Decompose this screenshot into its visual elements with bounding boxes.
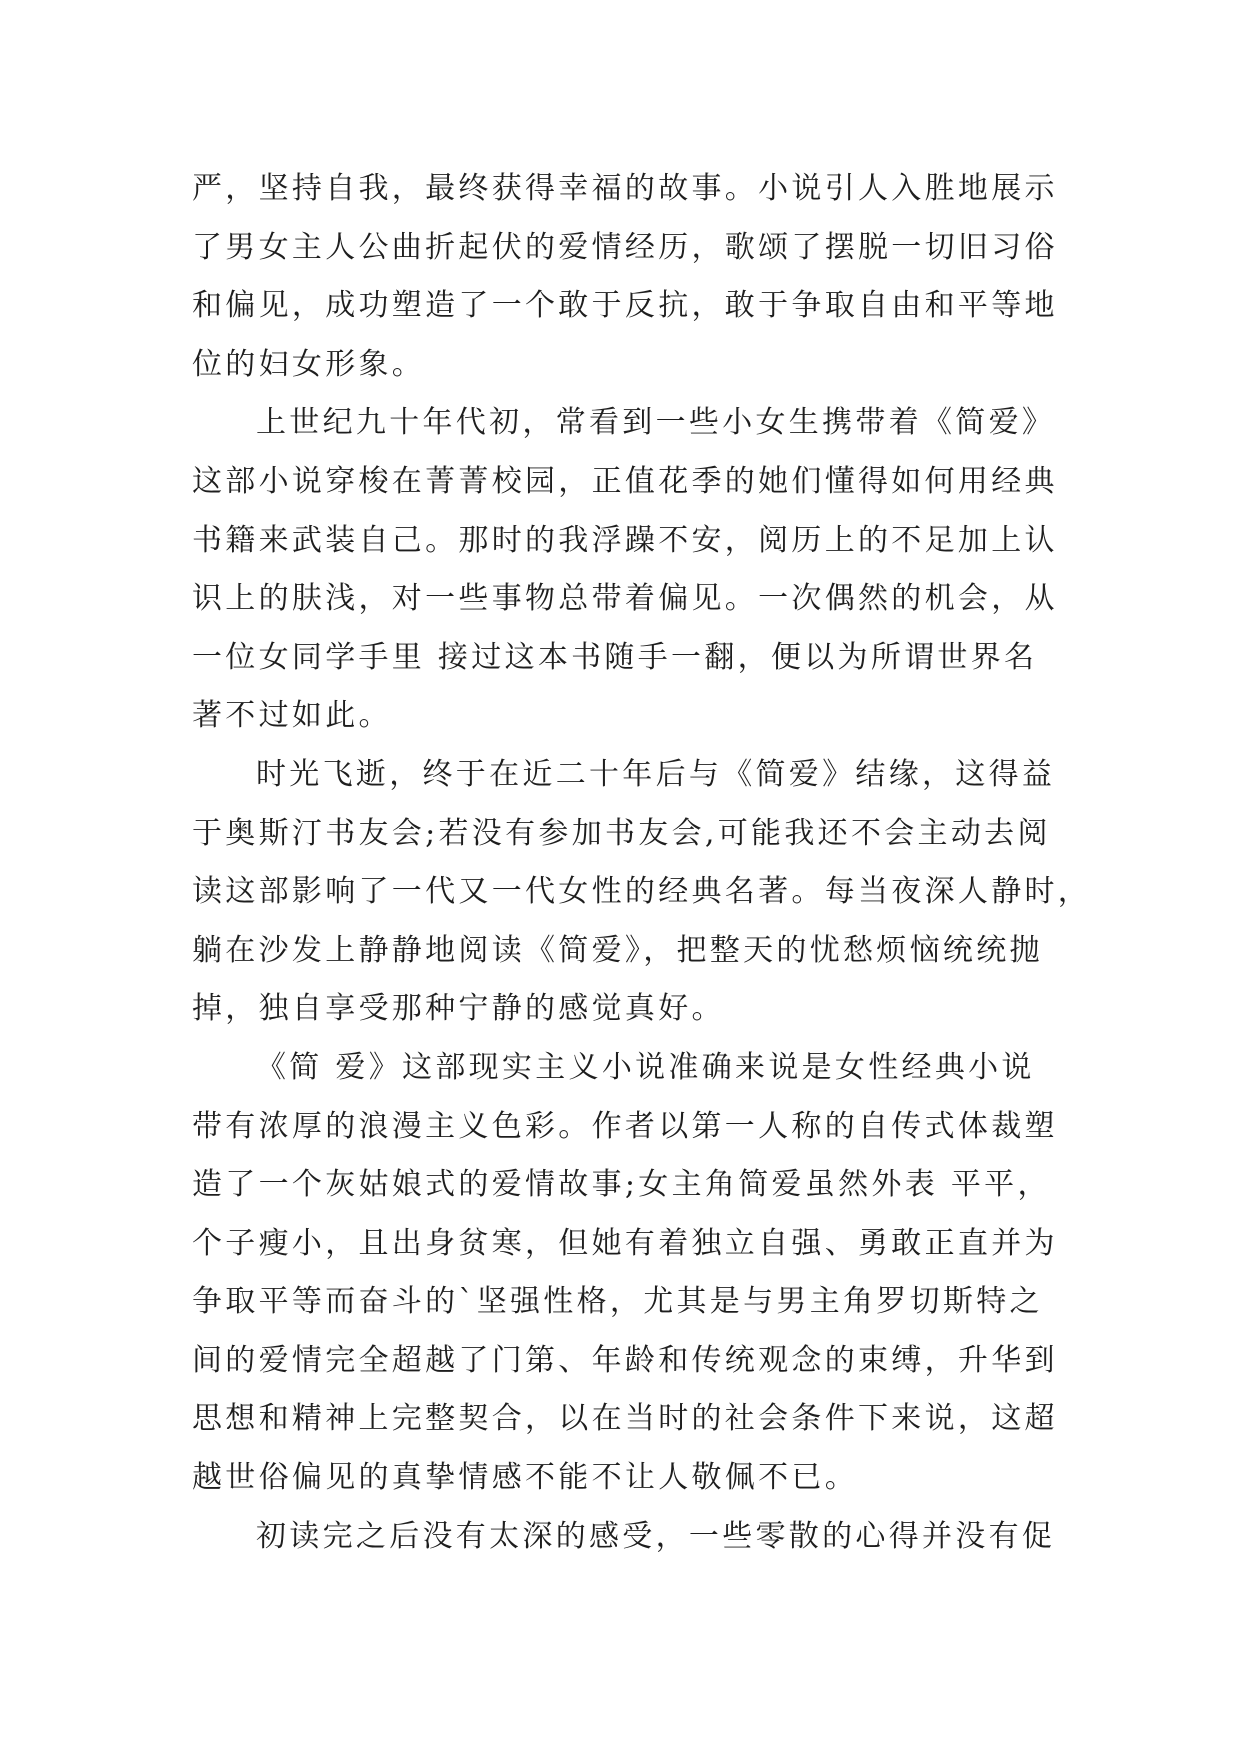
- text-line: 和偏见，成功塑造了一个敢于反抗，敢于争取自由和平等地: [192, 288, 1058, 324]
- text-line: 于奥斯汀书友会;若没有参加书友会,可能我还不会主动去阅: [192, 815, 1051, 851]
- text-line: 这部小说穿梭在菁菁校园，正值花季的她们懂得如何用经典: [192, 463, 1058, 499]
- text-line: 思想和精神上完整契合，以在当时的社会条件下来说，这超: [192, 1401, 1058, 1437]
- text-line: 初读完之后没有太深的感受，一些零散的心得并没有促: [256, 1518, 1056, 1554]
- text-line: 位的妇女形象。: [192, 346, 426, 382]
- text-line: 识上的肤浅，对一些事物总带着偏见。一次偶然的机会，从: [192, 581, 1058, 617]
- text-line: 带有浓厚的浪漫主义色彩。作者以第一人称的自传式体裁塑: [192, 1108, 1058, 1144]
- text-line: 著不过如此。: [192, 698, 392, 734]
- text-line: 《简 爱》这部现实主义小说准确来说是女性经典小说: [256, 1049, 1035, 1085]
- text-line: 个子瘦小，且出身贫寒，但她有着独立自强、勇敢正直并为: [192, 1225, 1058, 1261]
- text-line: 一位女同学手里 接过这本书随手一翻，便以为所谓世界名: [192, 639, 1038, 675]
- body-text: [192, 160, 1092, 1566]
- text-line: 了男女主人公曲折起伏的爱情经历，歌颂了摆脱一切旧习俗: [192, 229, 1058, 265]
- text-line: 躺在沙发上静静地阅读《简爱》，把整天的忧愁烦恼统统抛: [192, 932, 1043, 968]
- text-line: 掉，独自享受那种宁静的感觉真好。: [192, 991, 725, 1027]
- text-line: 上世纪九十年代初，常看到一些小女生携带着《简爱》: [256, 405, 1056, 441]
- text-line: 严，坚持自我，最终获得幸福的故事。小说引人入胜地展示: [192, 171, 1058, 206]
- text-line: 争取平等而奋斗的`坚强性格，尤其是与男主角罗切斯特之: [192, 1284, 1043, 1320]
- text-line: 造了一个灰姑娘式的爱情故事;女主角简爱虽然外表 平平，: [192, 1167, 1051, 1203]
- text-line: 越世俗偏见的真挚情感不能不让人敬佩不已。: [192, 1460, 858, 1496]
- text-line: 书籍来武装自己。那时的我浮躁不安，阅历上的不足加上认: [192, 522, 1058, 558]
- text-line: 时光飞逝，终于在近二十年后与《简爱》结缘，这得益: [256, 756, 1056, 792]
- text-line: 间的爱情完全超越了门第、年龄和传统观念的束缚，升华到: [192, 1342, 1058, 1378]
- text-line: 读这部影响了一代又一代女性的经典名著。每当夜深人静时，: [192, 874, 1092, 910]
